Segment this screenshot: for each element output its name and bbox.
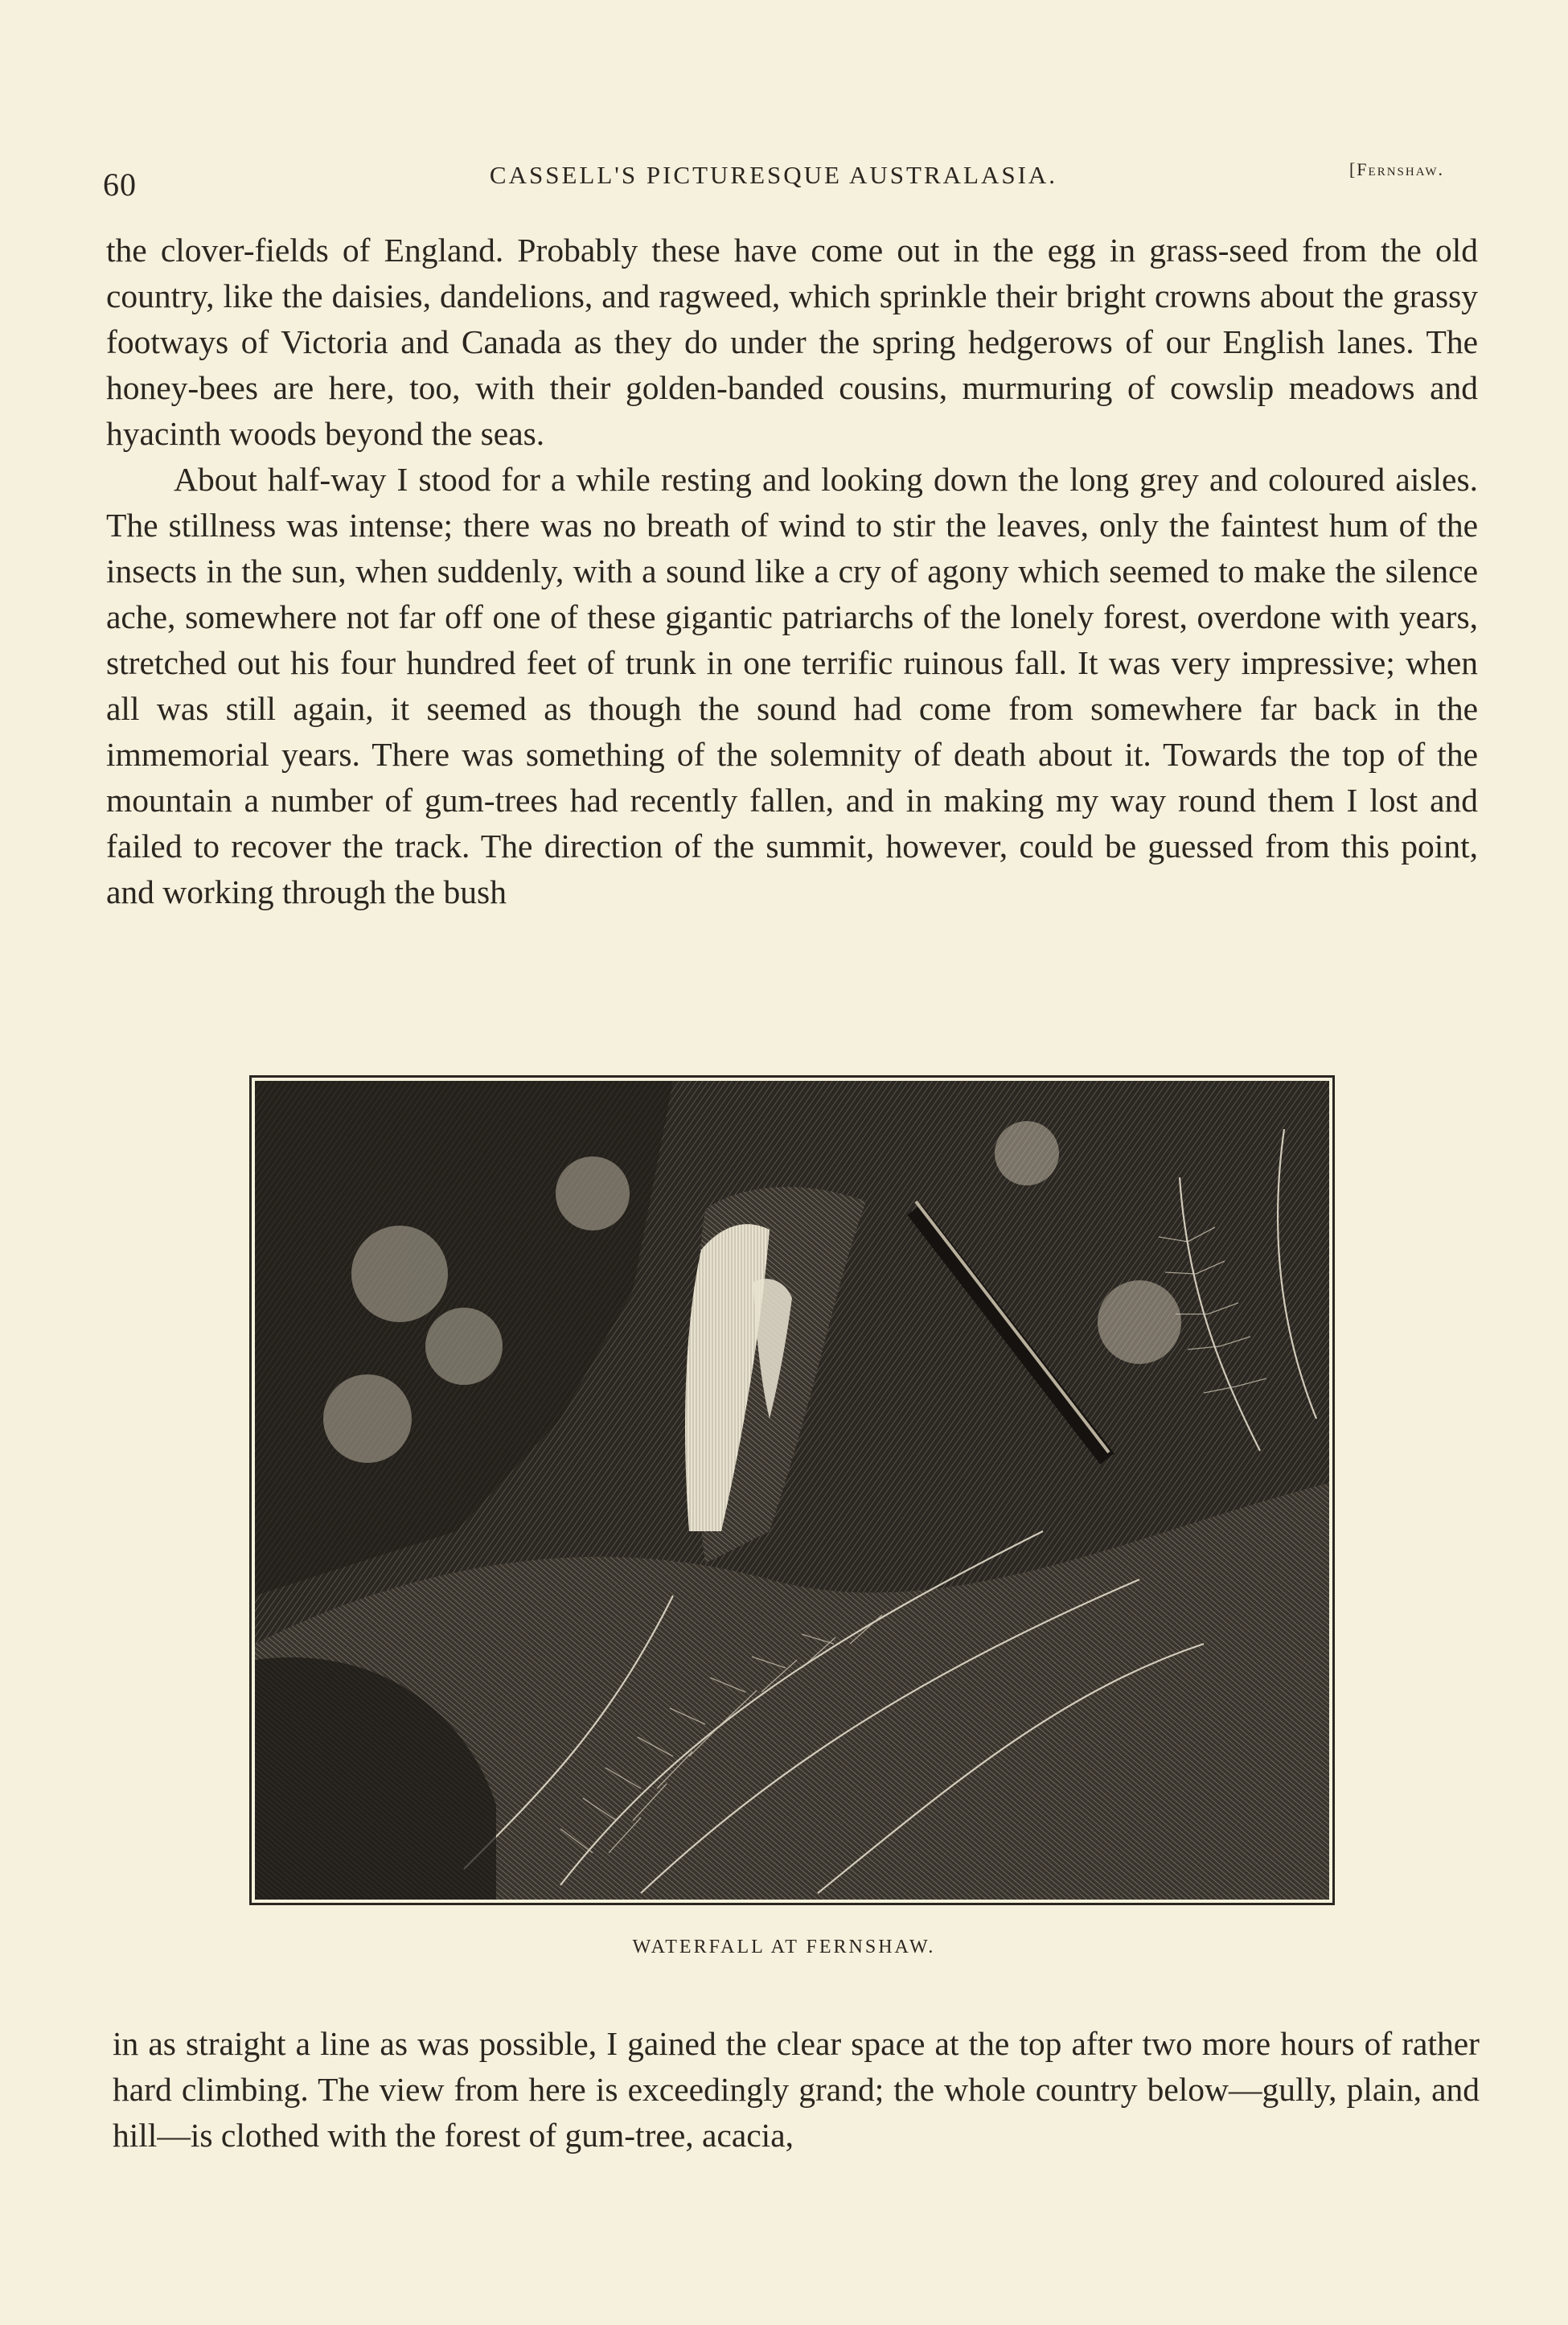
running-title: CASSELL'S PICTURESQUE AUSTRALASIA. <box>489 161 1058 189</box>
engraving-waterfall <box>249 1075 1335 1905</box>
body-text-top <box>106 228 1478 915</box>
running-head <box>103 154 1444 203</box>
body-text-bottom <box>113 2021 1480 2159</box>
section-label: [Fernshaw. <box>1348 159 1444 179</box>
figure-caption: WATERFALL AT FERNSHAW. <box>632 1937 936 1957</box>
paragraph: in as straight a line as was possible, I gained the clear space at the top after two more hours of rather hard climbing. The view from here is exceedingly grand; the whole country below—gully, plain, and hill—is clothed with the forest of gum-tree, acacia, <box>113 2025 1480 2154</box>
paragraph: About half-way I stood for a while resting and looking down the long grey and coloured aisles. The stillness was intense; there was no breath of wind to stir the leaves, only the faintest hum of the insects in the sun, when suddenly, with a sound like a cry of agony which seemed to make the silence ache, somewhere not far off one of these gigantic patriarchs of the lonely forest, overdone with years, stretched out his four hundred feet of trunk in one terrific ruinous fall. It was very impressive; when all was still again, it seemed as though the sound had come from somewhere far back in the immemorial years. There was something of the solemnity of death about it. Towards the top of the mountain a number of gum-trees had recently fallen, and in making my way round them I lost and failed to recover the track. The direction of the summit, however, could be guessed from this point, and working through the bush <box>106 461 1478 910</box>
waterfall-illustration <box>255 1081 1329 1900</box>
paragraph: the clover-fields of England. Probably these have come out in the egg in grass-seed from the old country, like the daisies, dandelions, and ragweed, which sprinkle their bright crowns about the grassy footways of Victoria and Canada as they do under the spring hedgerows of our English lanes. The honey-bees are here, too, with their golden-banded cousins, murmuring of cowslip meadows and hyacinth woods beyond the seas. <box>106 232 1478 452</box>
page-number: 60 <box>103 166 137 203</box>
